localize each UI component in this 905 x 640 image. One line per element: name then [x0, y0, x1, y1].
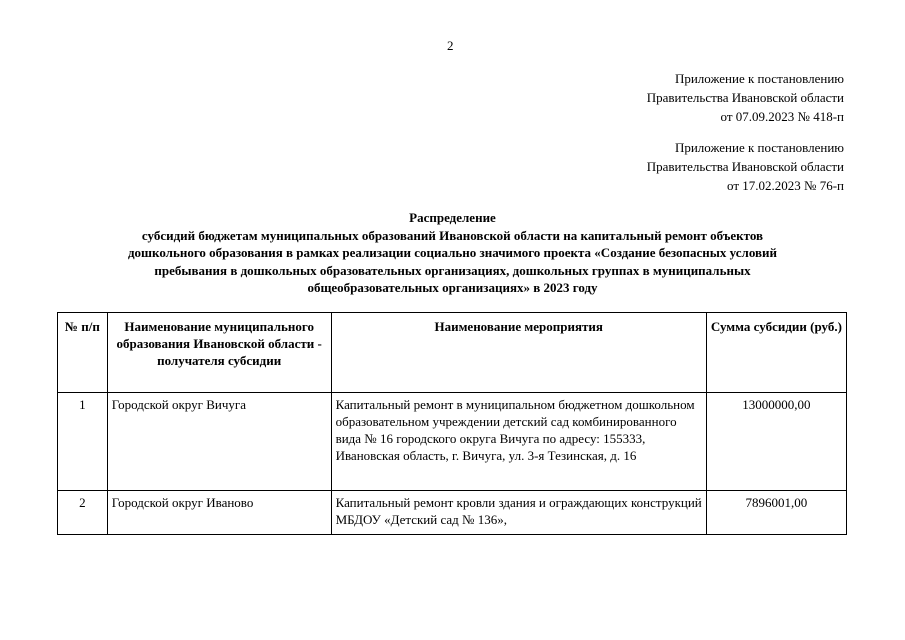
- appendix-previous: [647, 138, 844, 195]
- title-line5: общеобразовательных организациях» в 2023 году: [307, 280, 598, 296]
- appendix-current: [647, 69, 844, 126]
- title-line4: пребывания в дошкольных образовательных организациях, дошкольных группах в муниципальных: [154, 262, 751, 278]
- title-line2: субсидий бюджетам муниципальных образований Ивановской области на капитальный ремонт объектов: [141, 227, 764, 243]
- header-event: Наименование мероприятия: [331, 313, 706, 393]
- table-row: [58, 491, 847, 535]
- header-number: № п/п: [58, 313, 108, 393]
- cell-event: Капитальный ремонт кровли здания и ограждающих конструкций МБДОУ «Детский сад № 136»,: [331, 491, 706, 535]
- title-line1: Распределение: [409, 210, 496, 225]
- cell-recipient: Городской округ Вичуга: [107, 393, 331, 491]
- appendix-previous-line2: Правительства Ивановской области: [646, 159, 844, 174]
- subsidy-table: [57, 312, 847, 535]
- appendix-current-line1: Приложение к постановлению: [674, 71, 844, 86]
- cell-sum: 13000000,00: [706, 393, 846, 491]
- appendix-current-line2: Правительства Ивановской области: [646, 90, 844, 105]
- header-recipient: Наименование муниципального образования Ивановской области - получателя субсидии: [107, 313, 331, 393]
- table-row: [58, 393, 847, 491]
- cell-number: 2: [58, 491, 108, 535]
- header-sum: Сумма субсидии (руб.): [706, 313, 846, 393]
- appendix-current-line3: от 07.09.2023 № 418-п: [720, 109, 844, 124]
- page-number: 2: [447, 38, 454, 53]
- appendix-previous-line3: от 17.02.2023 № 76-п: [727, 178, 844, 193]
- appendix-previous-line1: Приложение к постановлению: [674, 140, 844, 155]
- cell-number: 1: [58, 393, 108, 491]
- cell-sum: 7896001,00: [706, 491, 846, 535]
- title-line3: дошкольного образования в рамках реализации социально значимого проекта «Создание безопасных условий: [127, 245, 778, 261]
- cell-recipient: Городской округ Иваново: [107, 491, 331, 535]
- cell-event: Капитальный ремонт в муниципальном бюджетном дошкольном образовательном учреждении детский сад комбинированного вида № 16 городского округа Вичуга по адресу: 155333, Ивановская область, г. Вичуга, ул. 3-я Тезинская, д. 16: [331, 393, 706, 491]
- table-header-row: [58, 313, 847, 393]
- document-title: [50, 209, 855, 297]
